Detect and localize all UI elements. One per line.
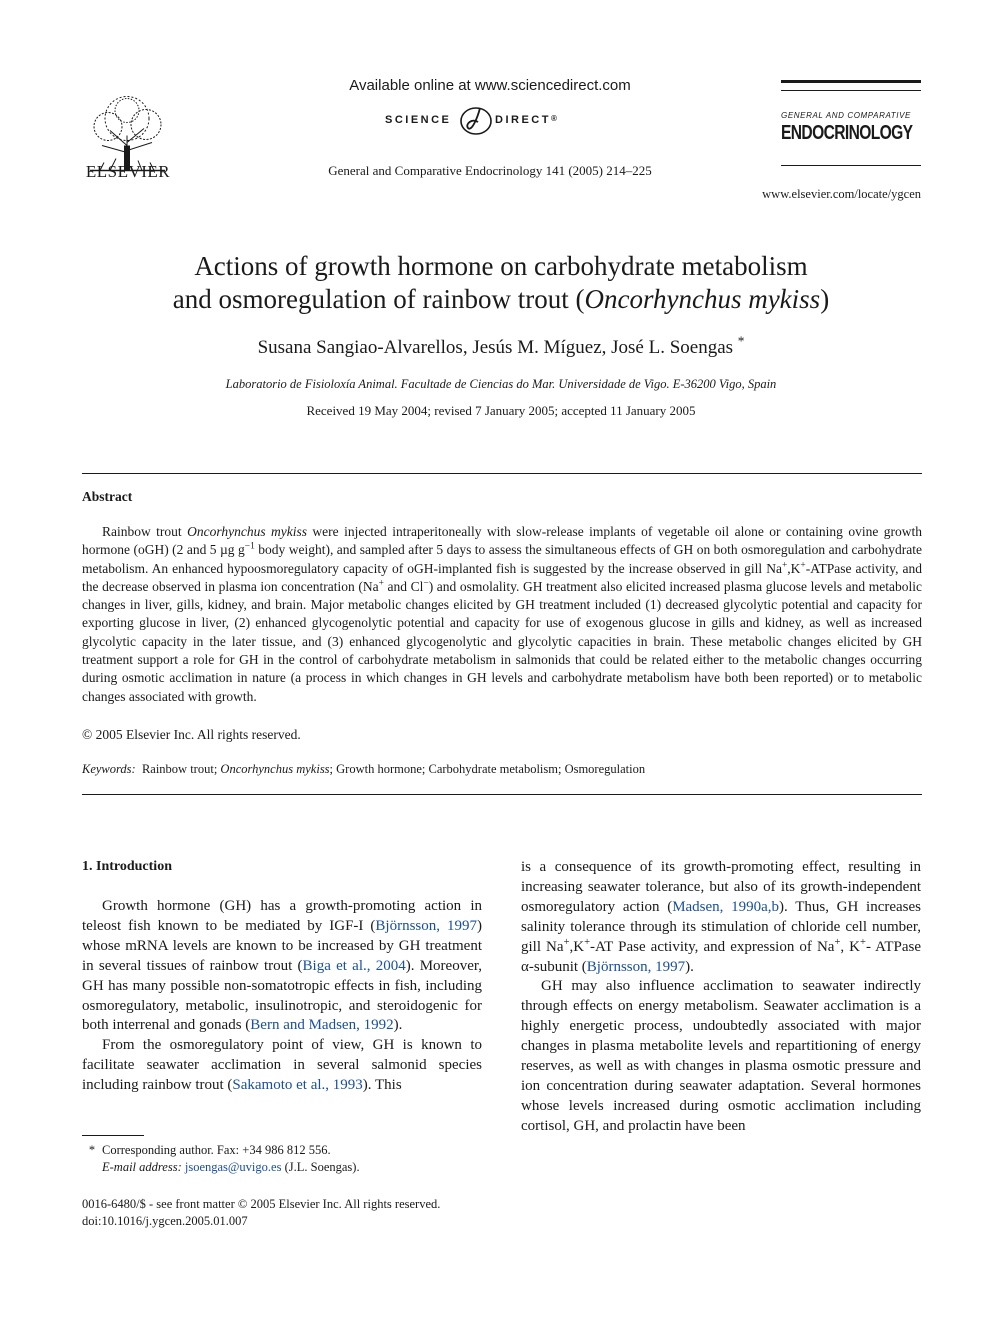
intro-paragraph-1	[82, 897, 482, 1036]
journal-rule-thin	[781, 90, 921, 91]
intro-paragraph-2	[82, 1036, 482, 1096]
journal-url[interactable]: www.elsevier.com/locate/ygcen	[762, 187, 921, 201]
available-online: Available online at www.sciencedirect.com	[349, 77, 631, 94]
title-line-1: Actions of growth hormone on carbohydrate metabolism	[194, 251, 808, 281]
keywords-label: Keywords:	[82, 762, 136, 776]
body-column-right	[521, 858, 921, 1137]
abs-seg-d: ,K	[787, 560, 801, 576]
author-footnote-mark[interactable]: *	[737, 333, 745, 349]
email-link[interactable]: jsoengas@uvigo.es	[184, 1160, 282, 1174]
body-column-left	[82, 897, 482, 1096]
email-label: E-mail address:	[102, 1160, 182, 1174]
abs-seg-b: were injected intraperitoneally with slow-release implants of vegetable oil alone or containing ovine growth hormone (oGH) (2 and 5 µg g	[82, 524, 922, 558]
journal-citation: General and Comparative Endocrinology 141 (2005) 214–225	[328, 163, 652, 178]
intro-p2-b: ). This	[362, 1077, 402, 1094]
keyword-2: Oncorhynchus mykiss	[220, 762, 330, 776]
received-dates: Received 19 May 2004; revised 7 January 2005; accepted 11 January 2005	[306, 403, 696, 418]
intro-sup-3: +	[834, 936, 841, 948]
abstract-rule-bottom	[82, 794, 922, 795]
journal-subtitle: GENERAL AND COMPARATIVE	[781, 111, 911, 120]
keyword-1: Rainbow trout;	[141, 762, 221, 776]
intro-r1-f: - ATPase α-subunit (	[521, 938, 921, 975]
intro-p2-a: From the osmoregulatory point of view, GH is known to facilitate seawater acclimation in several salmonid species including rainbow trout (	[82, 1037, 482, 1094]
sciencedirect-logo	[330, 102, 650, 138]
keyword-rest: ; Growth hormone; Carbohydrate metabolism; Osmoregulation	[329, 762, 646, 776]
abstract-rule-top	[82, 473, 922, 474]
sd-right-word	[495, 114, 557, 126]
abstract-copyright: © 2005 Elsevier Inc. All rights reserved.	[82, 727, 301, 742]
footnote-email	[82, 1159, 360, 1176]
corresponding-author: Corresponding author. Fax: +34 986 812 556.	[102, 1143, 331, 1157]
title-species: Oncorhynchus mykiss	[584, 284, 821, 314]
issn-line: 0016-6480/$ - see front matter © 2005 Elsevier Inc. All rights reserved.	[82, 1197, 441, 1211]
ref-bern-madsen-1992[interactable]: Bern and Madsen, 1992	[250, 1017, 394, 1034]
intro-paragraph-2-cont	[521, 858, 921, 977]
article-title	[80, 250, 922, 316]
abs-seg-f: and Cl	[383, 578, 424, 594]
sciencedirect-d-icon	[458, 102, 494, 138]
intro-sup-1: +	[563, 936, 570, 948]
intro-r1-e: , K	[840, 938, 861, 955]
abs-sup-e: +	[378, 578, 384, 589]
intro-r1-c: ,K	[569, 938, 585, 955]
intro-p1-c: ). Moreover, GH has many possible non-somatotropic effects in fish, including osmoregulatory, metabolic, insulinotropic, and steroidogenic for both interrenal and gonads (	[82, 957, 482, 1034]
intro-r1-d: -AT Pase activity, and expression of Na	[590, 938, 835, 955]
journal-rule-bottom	[781, 165, 921, 166]
abs-sup-c: +	[781, 560, 788, 571]
authors-text: Susana Sangiao-Alvarellos, Jesús M. Míguez, José L. Soengas	[257, 337, 734, 358]
intro-paragraph-3: GH may also influence acclimation to seawater indirectly through effects on energy metabolism. Seawater acclimation is a highly energetic process, undoubtedly associated with major changes in plasma metabolite levels and repartitioning of energy reserves, as well as with changes in plasma osmotic pressure and ion concentration during seawater adaptation. Several hormones whose levels increased during osmotic acclimation including cortisol, GH, and prolactin have been	[521, 978, 921, 1134]
title-line-2-pre: and osmoregulation of rainbow trout (	[172, 284, 585, 314]
intro-sup-2: +	[584, 936, 590, 948]
footnote-corresponding	[82, 1142, 331, 1159]
abs-seg-a: Rainbow trout	[102, 524, 188, 539]
doi-line[interactable]: doi:10.1016/j.ygcen.2005.01.007	[82, 1214, 248, 1228]
intro-sup-4: +	[860, 936, 866, 948]
keywords	[82, 762, 922, 777]
abs-sup-b: −1	[244, 541, 255, 552]
affiliation: Laboratorio de Fisioloxía Animal. Facultade de Ciencias do Mar. Universidade de Vigo. E-36200 Vigo, Spain	[225, 377, 777, 391]
intro-p1-b: ) whose mRNA levels are known to be increased by GH treatment in several tissues of rainbow trout (	[82, 917, 482, 974]
sd-right-text: DIRECT	[495, 114, 551, 126]
abstract-body	[82, 523, 922, 706]
abs-seg-c: body weight), and sampled after 5 days to assess the simultaneous effects of GH on both osmoregulation and carbohydrate metabolism. An enhanced hypoosmoregulatory capacity of oGH-implanted fish is suggested by the increase observed in gill Na	[82, 542, 923, 576]
sd-registered-mark: ®	[550, 114, 557, 123]
abs-seg-g: ) and osmolality. GH treatment also elicited increased plasma glucose levels and metabolic changes in liver, gills, kidney, and brain. Major metabolic changes elicited by GH treatment included (1) decreased glycolytic potential and capacity for exporting glucose in liver, (2) enhanced glycogenolytic potential and capacity for use of exogenous glucose in gills and kidney, as well as increased glycolytic capacity in the later tissue, and (3) enhanced glycogenolytic and glycolytic capacities in brain. These metabolic changes elicited by GH treatment support a role for GH in the control of carbohydrate metabolism in salmonids that could be related either to the metabolic changes occurring during osmotic acclimation in nature (a process in which changes in GH levels and carbohydrate metabolism have both been reported) or to metabolic changes associated with growth.	[82, 578, 922, 704]
intro-p1-d: ).	[393, 1017, 403, 1034]
intro-r1-a: is a consequence of its growth-promoting effect, resulting in increasing seawater tolerance, but also of its growth-independent osmoregulatory action (	[521, 859, 921, 915]
section-heading-introduction: 1. Introduction	[82, 859, 172, 874]
abs-seg-e: -ATPase activity, and the decrease observed in plasma ion concentration (Na	[82, 560, 922, 594]
ref-bjornsson-1997[interactable]: Björnsson, 1997	[375, 917, 477, 934]
ref-sakamoto-1993[interactable]: Sakamoto et al., 1993	[232, 1077, 363, 1094]
title-line-2-post: )	[820, 284, 830, 314]
intro-r1-b: ). Thus, GH increases salinity tolerance through its stimulation of chloride cell number, gill Na	[521, 898, 921, 955]
footnote-mark: *	[88, 1143, 96, 1157]
publisher-name: ELSEVIER	[85, 162, 171, 181]
journal-name: ENDOCRINOLOGY	[781, 122, 913, 144]
title-line-2	[80, 283, 922, 316]
ref-madsen-1990[interactable]: Madsen, 1990a,b	[672, 898, 780, 915]
abs-species: Oncorhynchus mykiss	[187, 524, 307, 539]
email-name: (J.L. Soengas).	[284, 1160, 360, 1174]
issn-doi-block	[82, 1196, 440, 1230]
intro-r1-g: ).	[685, 958, 694, 975]
abs-sup-d: +	[800, 560, 806, 571]
ref-biga-2004[interactable]: Biga et al., 2004	[302, 957, 406, 974]
ref-bjornsson-1997-b[interactable]: Björnsson, 1997	[586, 958, 686, 975]
abstract-heading: Abstract	[82, 489, 133, 504]
intro-p1-a: Growth hormone (GH) has a growth-promoting action in teleost fish known to be mediated by IGF-I (	[82, 898, 482, 934]
journal-rule-thick	[781, 80, 921, 83]
author-list	[80, 333, 922, 359]
sd-left-word: SCIENCE	[385, 114, 452, 126]
footnote-rule	[82, 1135, 144, 1136]
abs-sup-f: −	[423, 578, 429, 589]
